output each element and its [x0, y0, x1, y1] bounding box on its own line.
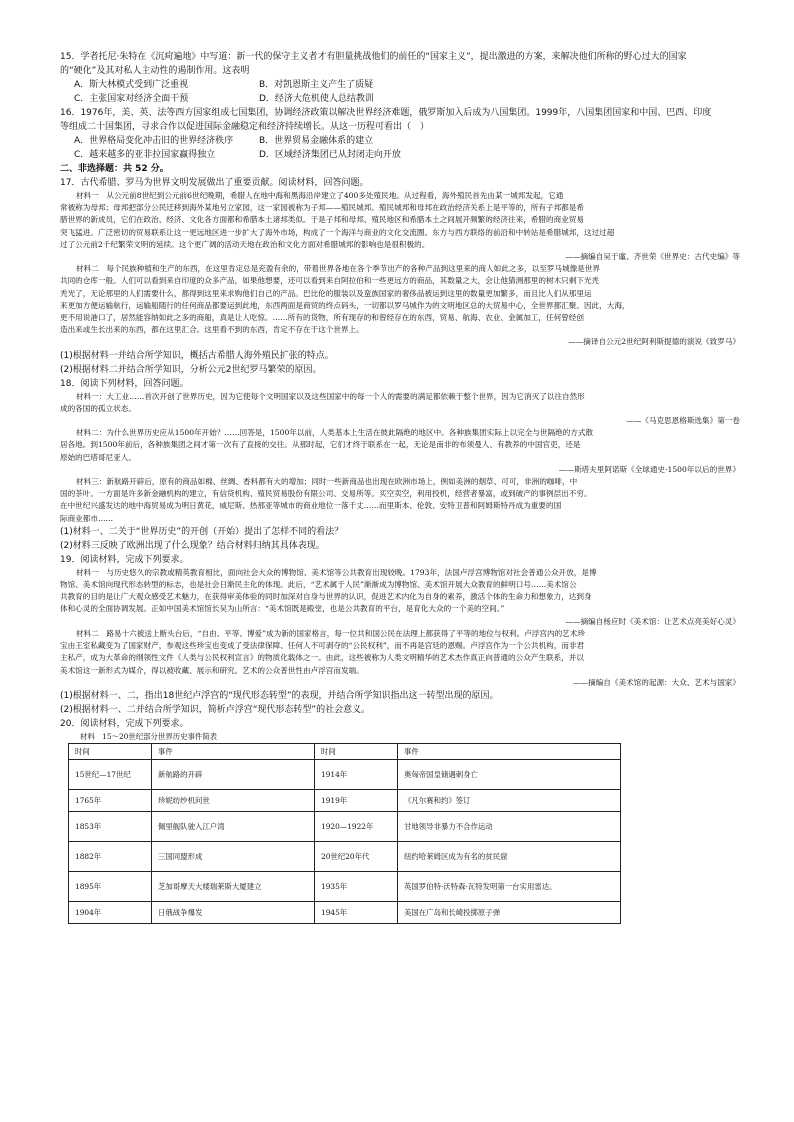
q17-material-1 — [60, 190, 740, 251]
text-line: 材料一 与历史悠久的宗教或精英教育相比，面向社会大众的博物馆、美术馆等公共教育出现较晚。1793年，法国卢浮宫博物馆对社会普通公众开放，是博 — [76, 567, 597, 577]
text-line: 腊世界的新成员，它们在政治、经济、文化各方面都和希腊本土诸邦类似。于是子邦和母邦、殖民地区和希腊本土之间展开频繁的经济往来，希腊的商业贸易 — [60, 215, 584, 225]
text-line: 原始的巴塔哥尼亚人。 — [60, 452, 136, 462]
table-cell: 佩里舰队驶入江户湾 — [152, 811, 315, 841]
q17-material-2 — [60, 263, 740, 336]
q18-title: 18．阅读下列材料，回答问题。 — [60, 378, 189, 389]
table-header-row — [69, 743, 621, 759]
table-cell: 1904年 — [69, 901, 152, 923]
text-line: 材料二 路易十六被送上断头台后，“自由、平等、博爱”成为新的国家格言，每一位共和国公民在法理上都获得了平等的地位与权利。卢浮宫内的艺术珍 — [76, 628, 585, 638]
table-row — [69, 901, 621, 923]
q17-source-1: ——摘编自吴于廑、齐世荣《世界史：古代史编》等 — [565, 252, 740, 262]
text-line: 宝由王室私藏变为了国家财产，参观这些珍宝也变成了受法律保障、任何人不可剥夺的“公民权利”，而不再是宫廷的恩赐。卢浮宫作为一个公共机构，而非君 — [60, 641, 585, 651]
table-cell: 新航路的开辟 — [152, 759, 315, 789]
table-cell: 1945年 — [315, 901, 398, 923]
text-line: 主私产，成为大革命的纲领性文件《人类与公民权利宣言》的物质化载体之一。由此，这些被称为人类文明精华的艺术杰作真正向普通的公众产生联系，并以 — [60, 653, 584, 663]
text-line: 突飞猛进。广泛密切的贸易联系让这一更远地区进一步扩大了海外市场，构成了一个海洋与商业的文化交流圈。东方与西方联络的前沿和中转站是希腊城邦，这过过超 — [60, 227, 615, 237]
table-caption: 材料 15～20世纪部分世界历史事件简表 — [80, 731, 218, 741]
option-c: C．主张国家对经济全面干预 — [74, 94, 189, 104]
table-cell: 《凡尔赛和约》签订 — [398, 789, 621, 811]
table-cell: 15世纪—17世纪 — [69, 759, 152, 789]
text-line: 材料一：大工业……首次开创了世界历史，因为它使每个文明国家以及这些国家中的每一个人的需要的满足都依赖于整个世界，因为它消灭了以往自然形 — [76, 391, 585, 401]
table-cell: 1914年 — [315, 759, 398, 789]
header-cell: 时间 — [69, 743, 152, 759]
table-cell: 珍妮纺纱机问世 — [152, 789, 315, 811]
text-line: 物馆、美术馆向现代形态转型的标志，也是社会日渐民主化的体现。此后，“艺术属于人民”渐渐成为博物馆、美术馆开展大众教育的鲜明口号……美术馆公 — [60, 580, 577, 590]
header-cell: 事件 — [398, 743, 621, 759]
q15-stem-1: 15．学者托尼·朱特在《沉疴遍地》中写道：新一代的保守主义者才有胆量挑战他们的前任的“国家主义”，提出激进的方案，来解决他们所称的野心过大的国家 — [60, 52, 687, 62]
section-heading: 二、非选择题：共 52 分。 — [60, 164, 169, 174]
table-cell: 纽约哈莱姆区成为有名的贫民窟 — [398, 841, 621, 871]
text-line: 成的各国的孤立状态。 — [60, 403, 136, 413]
table-cell: 1853年 — [69, 811, 152, 841]
table-cell: 1895年 — [69, 871, 152, 901]
option-b: B．世界贸易金融体系的建立 — [259, 136, 374, 146]
table-cell: 美国在广岛和长崎投掷原子弹 — [398, 901, 621, 923]
q18-subquestion-2: (2)材料三反映了欧洲出现了什么现象？结合材料归纳其具体表现。 — [60, 540, 325, 551]
text-line: 共教育的目的是让广大观众感受艺术魅力，在获得审美体验的同时加深对自身与世界的认识，促进艺术内化为自身的素养，激活个体的生命力和想象力，达到身 — [60, 592, 592, 602]
header-cell: 事件 — [152, 743, 315, 759]
table-row — [69, 811, 621, 841]
text-line: 更不用说港口了，居然能容纳如此之多的商船，真是让人吃惊。……所有的货物，所有现存的和曾经存在的东西，贸易、航海、农业、金属加工，任何曾经创 — [60, 313, 584, 323]
option-d: D．区域经济集团已从封闭走向开放 — [259, 150, 401, 160]
q20-title: 20．阅读材料，完成下列要求。 — [60, 718, 189, 729]
q19-subquestion-2: (2)根据材料一、二并结合所学知识，简析卢浮宫“现代形态转型”的社会意义。 — [60, 704, 371, 715]
table-cell: 日俄战争爆发 — [152, 901, 315, 923]
table-row — [69, 841, 621, 871]
exam-page — [60, 50, 740, 924]
q17-title: 17．古代希腊、罗马为世界文明发展做出了重要贡献。阅读材料，回答问题。 — [60, 178, 369, 188]
table-cell: 1919年 — [315, 789, 398, 811]
q15-options — [60, 78, 740, 106]
table-cell: 1920—1922年 — [315, 811, 398, 841]
table-cell: 甘地领导非暴力不合作运动 — [398, 811, 621, 841]
text-line: 美术馆这一新形式为媒介，得以被收藏、展示和研究。艺术的公众普世性由卢浮宫而发端。 — [60, 665, 364, 675]
table-cell: 1882年 — [69, 841, 152, 871]
text-line: 国的茶叶。一方面是许多新金融机构的建立，有信贷机构、殖民贸易股份有限公司、交易所等。买空卖空，利用投机，经营者暴富，或到破产的事例层出不穷。 — [60, 489, 592, 499]
text-line: 过了公元前2千纪繁荣文明的延续。这个更广阔的活动天地在政治和文化方面对希腊城邦的影响也是很积极的。 — [60, 239, 430, 249]
text-line: 材料一 从公元前8世纪到公元前6世纪晚期，希腊人在地中海和黑海沿岸建立了400多处殖民地。从过程看，海外殖民首先由某一城邦发起，它通 — [76, 191, 564, 200]
table-cell: 20世纪20年代 — [315, 841, 398, 871]
q15-stem-2: 的“硬化”及其对私人主动性的遏制作用。这表明 — [60, 66, 250, 76]
q17-subquestion-2: (2)根据材料二并结合所学知识，分析公元2世纪罗马繁荣的原因。 — [60, 364, 322, 375]
text-line: 材料三：新航路开辟后，原有的商品如棉、丝绸、香料都有大的增加；同时一些新商品也出现在欧洲市场上，例如美洲的烟草、可可，非洲的咖啡，中 — [76, 477, 578, 487]
text-line: 秃光了，无论那里的人们需要什么，都得到这里来求购他们自己的产品。巴比伦的服装以及蛮族国家的奢侈品被运到这里的数量更加繁多，而且比人们从那里运 — [60, 288, 592, 298]
option-a: A．世界格局变化冲击旧的世界经济秩序 — [74, 136, 234, 146]
table-cell: 英国罗伯特·沃特森·瓦特发明第一台实用雷达。 — [398, 871, 621, 901]
q18-source-2: ——斯塔夫里阿诺斯《全球通史·1500年以后的世界》 — [558, 464, 740, 474]
option-d: D．经济大危机使人总结教训 — [259, 94, 374, 104]
q19-subquestion-1: (1)根据材料一、二，指出18世纪卢浮宫的“现代形态转型”的表现，并结合所学知识指出这一转型出现的原因。 — [60, 690, 499, 701]
header-cell: 时间 — [315, 743, 398, 759]
table-cell: 三国同盟形成 — [152, 841, 315, 871]
text-line: 常被称为母邦；母邦把部分公民迁移到海外某地另立家园，这一家园被称为子邦——殖民城邦。殖民城邦和母邦在政治经济关系上是平等的，所有子邦都是希 — [60, 203, 584, 213]
q16-options — [60, 134, 740, 162]
text-line: 居各地。到1500年前后，各种族集团之间才第一次有了直接的交往。从那时起，它们才终于联系在一起，无论是南非的布须曼人、有教养的中国官吏，还是 — [60, 440, 581, 450]
text-line: 共同的仓库一般。人们可以看到来自印度的众多产品，如果他想要，还可以看到来自阿拉伯和一些更远方的商品，其数量之大，会让他猜测那里的树木只剩下光秃 — [60, 276, 600, 286]
text-line: 在中世纪兴盛发达的地中海贸易成为明日黄花，威尼斯、热那亚等城市的商业地位一落千丈……而里斯本、伦敦、安特卫普和阿姆斯特丹成为重要的国 — [60, 501, 562, 511]
q16-stem-2: 等组成二十国集团，寻求合作以促进国际金融稳定和经济持续增长。从这一历程可看出（ ） — [60, 122, 430, 132]
table-cell: 1935年 — [315, 871, 398, 901]
option-a: A．斯大林模式受到广泛重视 — [74, 80, 189, 90]
q16-stem-1: 16．1976年，美、英、法等西方国家组成七国集团，协调经济政策以解决世界经济难题，俄罗斯加入后成为八国集团。1999年，八国集团国家和中国、巴西、印度 — [60, 108, 712, 118]
table-cell: 1765年 — [69, 789, 152, 811]
q18-source-1: ——《马克思恩格斯选集》第一卷 — [626, 416, 740, 426]
text-line: 体和心灵的全面协调发展。正如中国美术馆馆长吴为山所言：“美术馆既是殿堂，也是公共教育的平台，是育化大众的一个美的空间。” — [60, 604, 505, 614]
text-line: 际商业都市…… — [60, 513, 114, 523]
q17-source-2: ——摘译自公元2世纪阿利斯提德的演说《致罗马》 — [568, 337, 740, 347]
table-row — [69, 789, 621, 811]
text-line: 造出来或生长出来的东西，都在这里汇合。这里看不到的东西，肯定不存在于这个世界上。 — [60, 325, 364, 335]
text-line: 材料二 每个民族种植和生产的东西，在这里肯定总是充盈有余的，带着世界各地在各个季节出产的各种产品到这里来的商人如此之多，以至罗马城像是世界 — [76, 264, 600, 274]
table-row — [69, 871, 621, 901]
table-cell: 芝加哥摩天大楼瑞莱斯大厦建立 — [152, 871, 315, 901]
q17-subquestion-1: (1)根据材料一并结合所学知识，概括古希腊人海外殖民扩张的特点。 — [60, 350, 334, 361]
events-table — [68, 743, 621, 924]
option-c: C．越来越多的亚非拉国家赢得独立 — [74, 150, 216, 160]
text-line: 材料二：为什么世界历史应从1500年开始？……回答是，1500年以前，人类基本上生活在彼此隔绝的地区中。各种族集团实际上以完全与世隔绝的方式散 — [76, 428, 594, 438]
q19-source-2: ——摘编自《美术馆的起源：大众、艺术与国家》 — [572, 677, 740, 687]
table-cell: 奥匈帝国皇储遇刺身亡 — [398, 759, 621, 789]
text-line: 来更加方便运输航行，运输船随行的任何商品都要运到此地，东西两面是商贸的终点码头，一切都以罗马城作为的文明地区总的大贸易中心，全世界都汇聚。因此，大海， — [60, 300, 630, 310]
q19-source-1: ——摘编自杨应时《美术馆：让艺术点亮美好心灵》 — [565, 616, 740, 626]
table-row — [69, 759, 621, 789]
q19-title: 19．阅读材料，完成下列要求。 — [60, 554, 189, 565]
option-b: B．对凯恩斯主义产生了质疑 — [259, 80, 374, 90]
q18-subquestion-1: (1)材料一、二关于“世界历史”的开创（开始）提出了怎样不同的看法？ — [60, 526, 344, 537]
